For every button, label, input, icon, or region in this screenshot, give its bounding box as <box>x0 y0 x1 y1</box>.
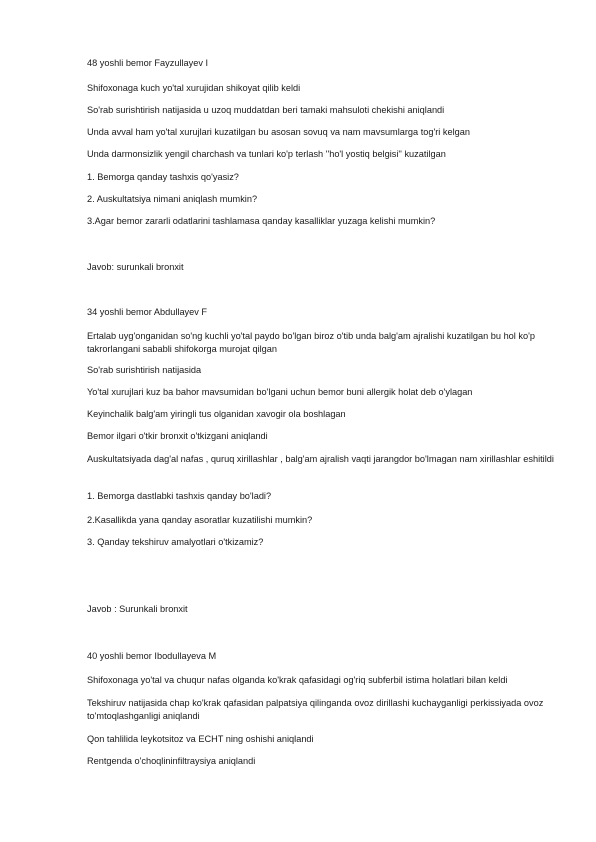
case2-answer: Javob : Surunkali bronxit <box>87 604 188 614</box>
case2-season: Yo'tal xurujlari kuz ba bahor mavsumidan bo'lgani uchun bemor buni allergik holat deb o'ylagan <box>87 387 473 397</box>
case2-sputum: Keyinchalik balg'am yiringli tus olganidan xavogir ola boshlagan <box>87 409 346 419</box>
case2-question-3: 3. Qanday tekshiruv amalyotlari o'tkizamiz? <box>87 537 264 547</box>
case2-complaint: Ertalab uyg'onganidan so'ng kuchli yo'tal paydo bo'lgan biroz o'tib unda balg'am ajralishi kuzatilgan bu hol ko'p takrorlangani sababli shifokorga murojat qilgan <box>87 331 535 354</box>
case1-question-3: 3.Agar bemor zararli odatlarini tashlamasa qanday kasalliklar yuzaga kelishi mumkin? <box>87 216 436 226</box>
case1-answer: Javob: surunkali bronxit <box>87 262 184 272</box>
case1-episodes: Unda avval ham yo'tal xurujlari kuzatilgan bu asosan sovuq va nam mavsumlarga tog'ri kelgan <box>87 127 470 137</box>
case1-question-1: 1. Bemorga qanday tashxis qo'yasiz? <box>87 172 239 182</box>
case2-question-2: 2.Kasallikda yana qanday asoratlar kuzatilishi mumkin? <box>87 515 313 525</box>
case3-blood-test: Qon tahlilida leykotsitoz va ECHT ning oshishi aniqlandi <box>87 734 314 744</box>
case2-past-bronchitis: Bemor ilgari o'tkir bronxit o'tkizgani aniqlandi <box>87 431 268 441</box>
case3-complaint: Shifoxonaga yo'tal va chuqur nafas olganda ko'krak qafasidagi og'riq subferbil istima holatlari bilan keldi <box>87 675 508 685</box>
case3-title: 40 yoshli bemor Ibodullayeva M <box>87 651 217 661</box>
case3-xray: Rentgenda o'choqlininfiltraysiya aniqlandi <box>87 756 256 766</box>
case1-question-2: 2. Auskultatsiya nimani aniqlash mumkin? <box>87 194 258 204</box>
case2-title: 34 yoshli bemor Abdullayev F <box>87 307 208 317</box>
case1-symptoms: Unda darmonsizlik yengil charchash va tunlari ko'p terlash ''ho'l yostiq belgisi'' kuzatilgan <box>87 149 446 159</box>
case2-question-1: 1. Bemorga dastlabki tashxis qanday bo'ladi? <box>87 491 272 501</box>
case1-history: So'rab surishtirish natijasida u uzoq muddatdan beri tamaki mahsuloti chekishi aniqlandi <box>87 105 445 115</box>
case2-inquiry: So'rab surishtirish natijasida <box>87 365 202 375</box>
case1-complaint: Shifoxonaga kuch yo'tal xurujidan shikoyat qilib keldi <box>87 83 301 93</box>
case3-examination: Tekshiruv natijasida chap ko'krak qafasidan palpatsiya qilinganda ovoz dirillashi kuchayganligi perkissiyada ovoz to'mtoqlashganligi aniqlandi <box>87 698 544 721</box>
case1-title: 48 yoshli bemor Fayzullayev I <box>87 58 209 68</box>
case2-auscultation: Auskultatsiyada dag'al nafas , quruq xirillashlar , balg'am ajralish vaqti jarangdor bo'lmagan nam xirillashlar eshitildi <box>87 454 554 464</box>
